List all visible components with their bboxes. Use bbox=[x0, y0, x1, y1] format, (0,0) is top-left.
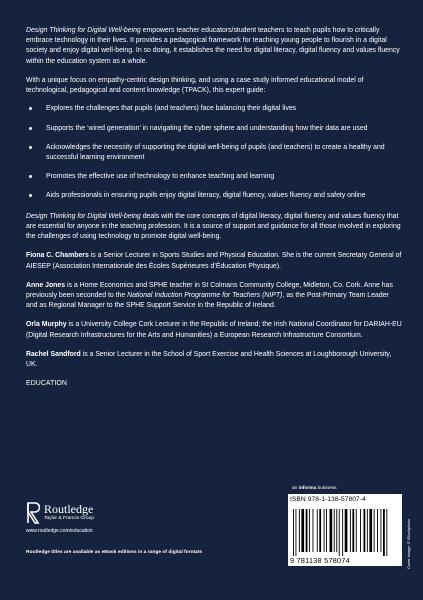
list-item: Explores the challenges that pupils (and teachers) face balancing their digital lives bbox=[26, 104, 402, 114]
author-bio-sandford: Rachel Sandford is a Senior Lecturer in the School of Sport Exercise and Health Sciences at Loughborough University, UK. bbox=[26, 350, 392, 369]
list-item: Acknowledges the necessity of supporting the digital well-being of pupils (and teachers) to create a healthy and successful learning environment bbox=[26, 143, 402, 163]
book-title: Design Thinking for Digital Well-being bbox=[26, 212, 141, 220]
cover-footer bbox=[26, 486, 411, 590]
isbn-block bbox=[288, 494, 402, 566]
list-item: Supports the ‘wired generation’ in navigating the cyber sphere and understanding how their data are used bbox=[26, 124, 402, 134]
ebook-note: Routledge titles are available as eBook editions in a range of digital formats bbox=[26, 550, 203, 555]
routledge-logo-icon bbox=[26, 502, 40, 524]
publisher-url[interactable]: www.routledge.com/education bbox=[26, 528, 93, 534]
publisher-name: Routledge bbox=[44, 502, 94, 516]
intro-paragraph: Design Thinking for Digital Well-being empowers teacher educators/student teachers to teach pupils how to critically embrace technology in their lives. It provides a pedagogical framework for teaching young people to flourish in a digital society and enjoy digital well-being. In so doing, it establishes the need for digital literacy, digital fluency and values fluency within the education system as a whole. bbox=[26, 27, 400, 65]
bullet-icon bbox=[29, 146, 32, 149]
list-item: Aids professionals in ensuring pupils enjoy digital literacy, digital fluency, values fluency and safety online bbox=[26, 191, 402, 201]
publisher-group: Taylor & Francis Group bbox=[44, 516, 95, 521]
author-bio-murphy: Orla Murphy is a University College Cork Lecturer in the Republic of Ireland; the Irish National Coordinator for DARIAH-EU (Digital Research Infrastructures for the Arts and Humanities) a European Research Infrastructure Consortium. bbox=[26, 321, 402, 339]
author-name: Rachel Sandford bbox=[26, 350, 81, 358]
author-name: Anne Jones bbox=[26, 281, 66, 289]
list-item: Promotes the effective use of technology to enhance teaching and learning bbox=[26, 172, 402, 182]
barcode-area bbox=[288, 507, 402, 566]
cover-image-credit: Cover image: © iStockphoto bbox=[406, 519, 411, 569]
bullet-icon bbox=[29, 194, 32, 197]
publisher-logo bbox=[26, 502, 186, 542]
lead-paragraph: With a unique focus on empathy-centric design thinking, and using a case study informed educational model of technological, pedagogical and content knowledge (TPACK), this expert guide: bbox=[26, 76, 364, 95]
isbn-number: ISBN 978-1-138-57807-4 bbox=[290, 496, 366, 503]
author-bio-chambers: Fiona C. Chambers is a Senior Lecturer in Sports Studies and Physical Education. She is the current Secretary General of AIESEP (Association Internationale des Écoles Supérieures d’Éducation Physique). bbox=[26, 252, 402, 270]
bullet-icon bbox=[29, 107, 32, 110]
book-title: Design Thinking for Digital Well-being bbox=[26, 27, 141, 34]
ean-digits: 9 781138 578074 bbox=[290, 556, 350, 565]
author-bio-jones: Anne Jones is a Home Economics and SPHE teacher in St Colmans Community College, Midleton, Co. Cork. Anne has previously been seconded to the National Induction Programme for Teachers (NIPT), as the Post-Primary Team Leader and as Regional Manager to the SPHE Support Service in the Republic of Ireland. bbox=[26, 281, 393, 310]
summary-paragraph: Design Thinking for Digital Well-being deals with the core concepts of digital literacy, digital fluency and values fluency that are essential for anyone in the teaching profession. It is a source of support and guidance for all those involved in exploring the challenges of using technology to promote digital well-being. bbox=[26, 212, 401, 241]
author-name: Orla Murphy bbox=[26, 321, 67, 329]
subject-category: EDUCATION bbox=[26, 380, 67, 388]
back-cover-text bbox=[26, 26, 402, 389]
barcode-icon bbox=[292, 509, 395, 556]
bullet-icon bbox=[29, 127, 32, 130]
feature-list bbox=[26, 104, 402, 201]
informa-tagline: an informa business bbox=[292, 486, 337, 491]
author-name: Fiona C. Chambers bbox=[26, 252, 89, 260]
bullet-icon bbox=[29, 175, 32, 178]
